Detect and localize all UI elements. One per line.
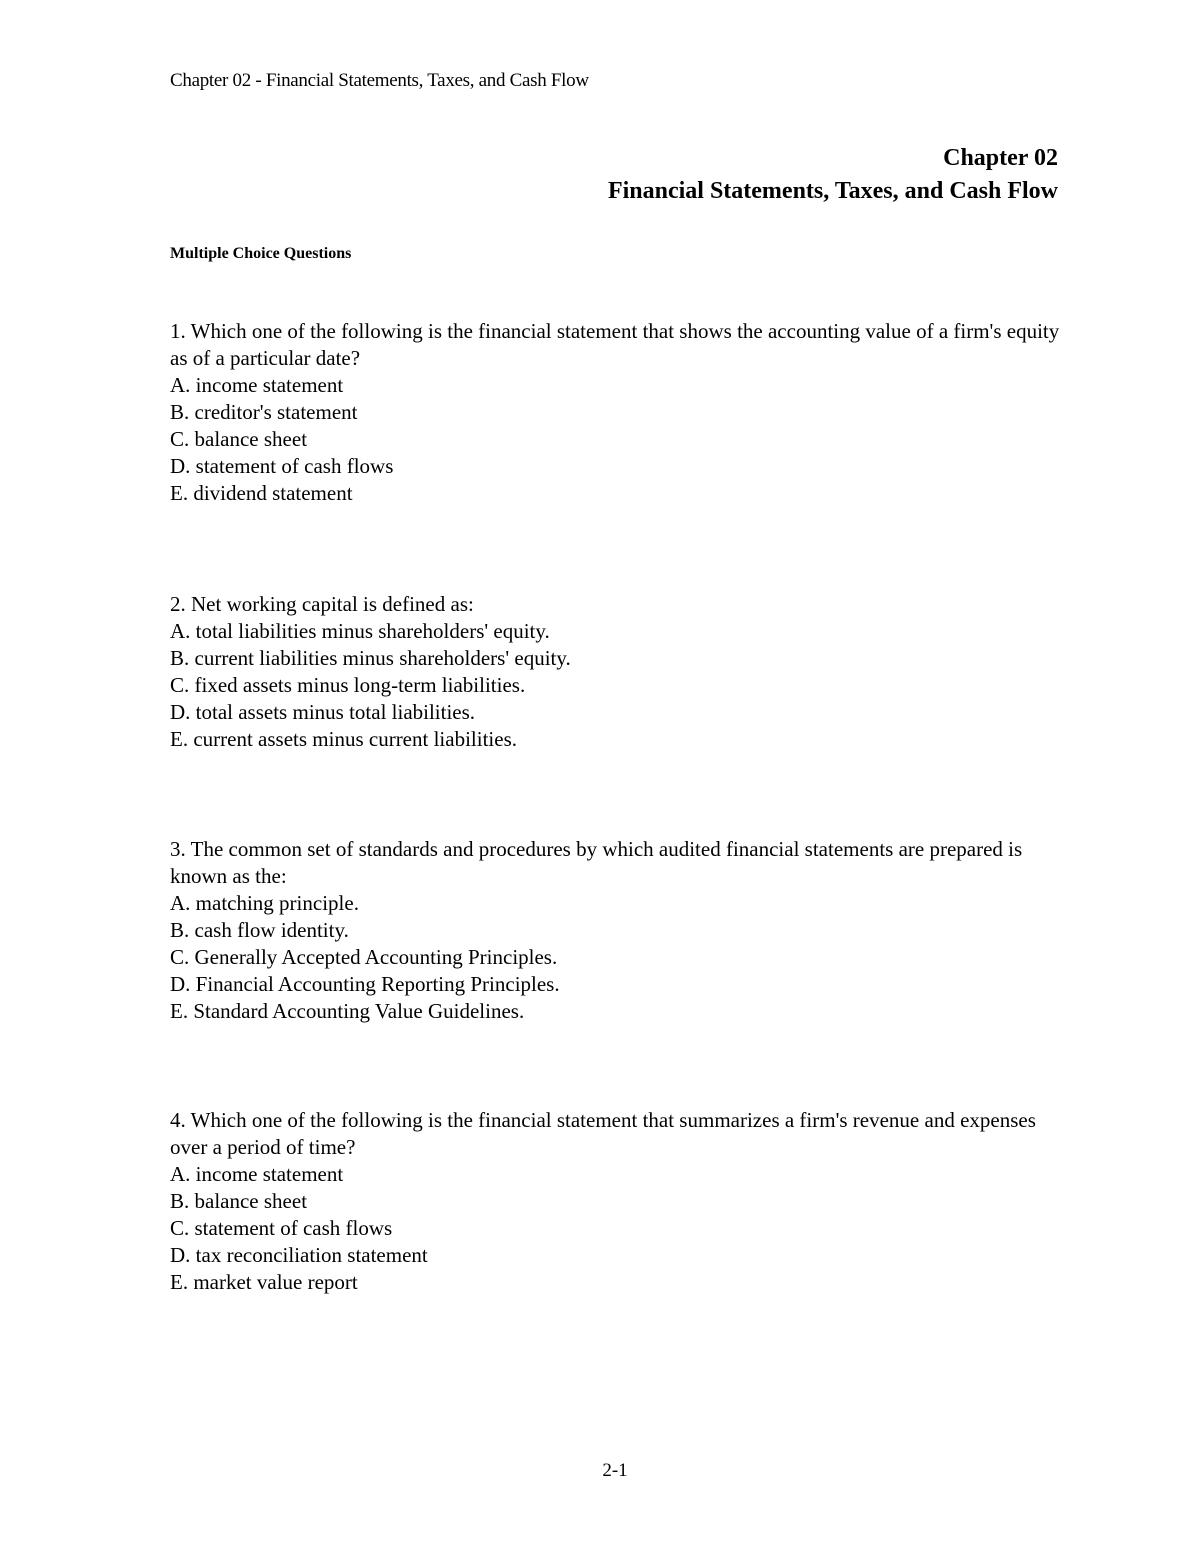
question-1 (170, 318, 1070, 507)
running-header: Chapter 02 - Financial Statements, Taxes, and Cash Flow (170, 70, 589, 91)
answer-option-c: C. balance sheet (170, 427, 308, 451)
question-4 (170, 1107, 1070, 1296)
answer-option-b: B. cash flow identity. (170, 918, 349, 942)
answer-option-e: E. current assets minus current liabilities. (170, 727, 517, 751)
question-text: 2. Net working capital is defined as: (170, 592, 474, 616)
chapter-subtitle: Financial Statements, Taxes, and Cash Flow (607, 178, 1058, 204)
question-3 (170, 836, 1070, 1025)
answer-option-e: E. dividend statement (170, 481, 353, 505)
answer-option-b: B. current liabilities minus shareholders' equity. (170, 646, 571, 670)
question-text: 3. The common set of standards and procedures by which audited financial statements are prepared is known as the: (170, 837, 1023, 888)
answer-option-b: B. balance sheet (170, 1189, 308, 1213)
answer-option-e: E. market value report (170, 1270, 358, 1294)
title-block (608, 142, 1058, 208)
question-text: 4. Which one of the following is the financial statement that summarizes a firm's revenue and expenses over a period of time? (170, 1108, 1036, 1159)
answer-option-a: A. income statement (170, 1162, 344, 1186)
answer-option-c: C. fixed assets minus long-term liabilities. (170, 673, 526, 697)
page-number: 2-1 (602, 1460, 628, 1481)
question-text: 1. Which one of the following is the financial statement that shows the accounting value of a firm's equity as of a particular date? (170, 319, 1060, 370)
question-2 (170, 591, 1070, 753)
answer-option-b: B. creditor's statement (170, 400, 358, 424)
answer-option-d: D. Financial Accounting Reporting Principles. (170, 972, 560, 996)
answer-option-a: A. total liabilities minus shareholders' equity. (170, 619, 550, 643)
answer-option-d: D. total assets minus total liabilities. (170, 700, 476, 724)
answer-option-c: C. Generally Accepted Accounting Principles. (170, 945, 558, 969)
answer-option-a: A. income statement (170, 373, 344, 397)
answer-option-a: A. matching principle. (170, 891, 359, 915)
answer-option-e: E. Standard Accounting Value Guidelines. (170, 999, 525, 1023)
answer-option-d: D. tax reconciliation statement (170, 1243, 428, 1267)
section-heading: Multiple Choice Questions (170, 245, 352, 262)
chapter-title: Chapter 02 (943, 145, 1058, 171)
answer-option-c: C. statement of cash flows (170, 1216, 393, 1240)
answer-option-d: D. statement of cash flows (170, 454, 394, 478)
